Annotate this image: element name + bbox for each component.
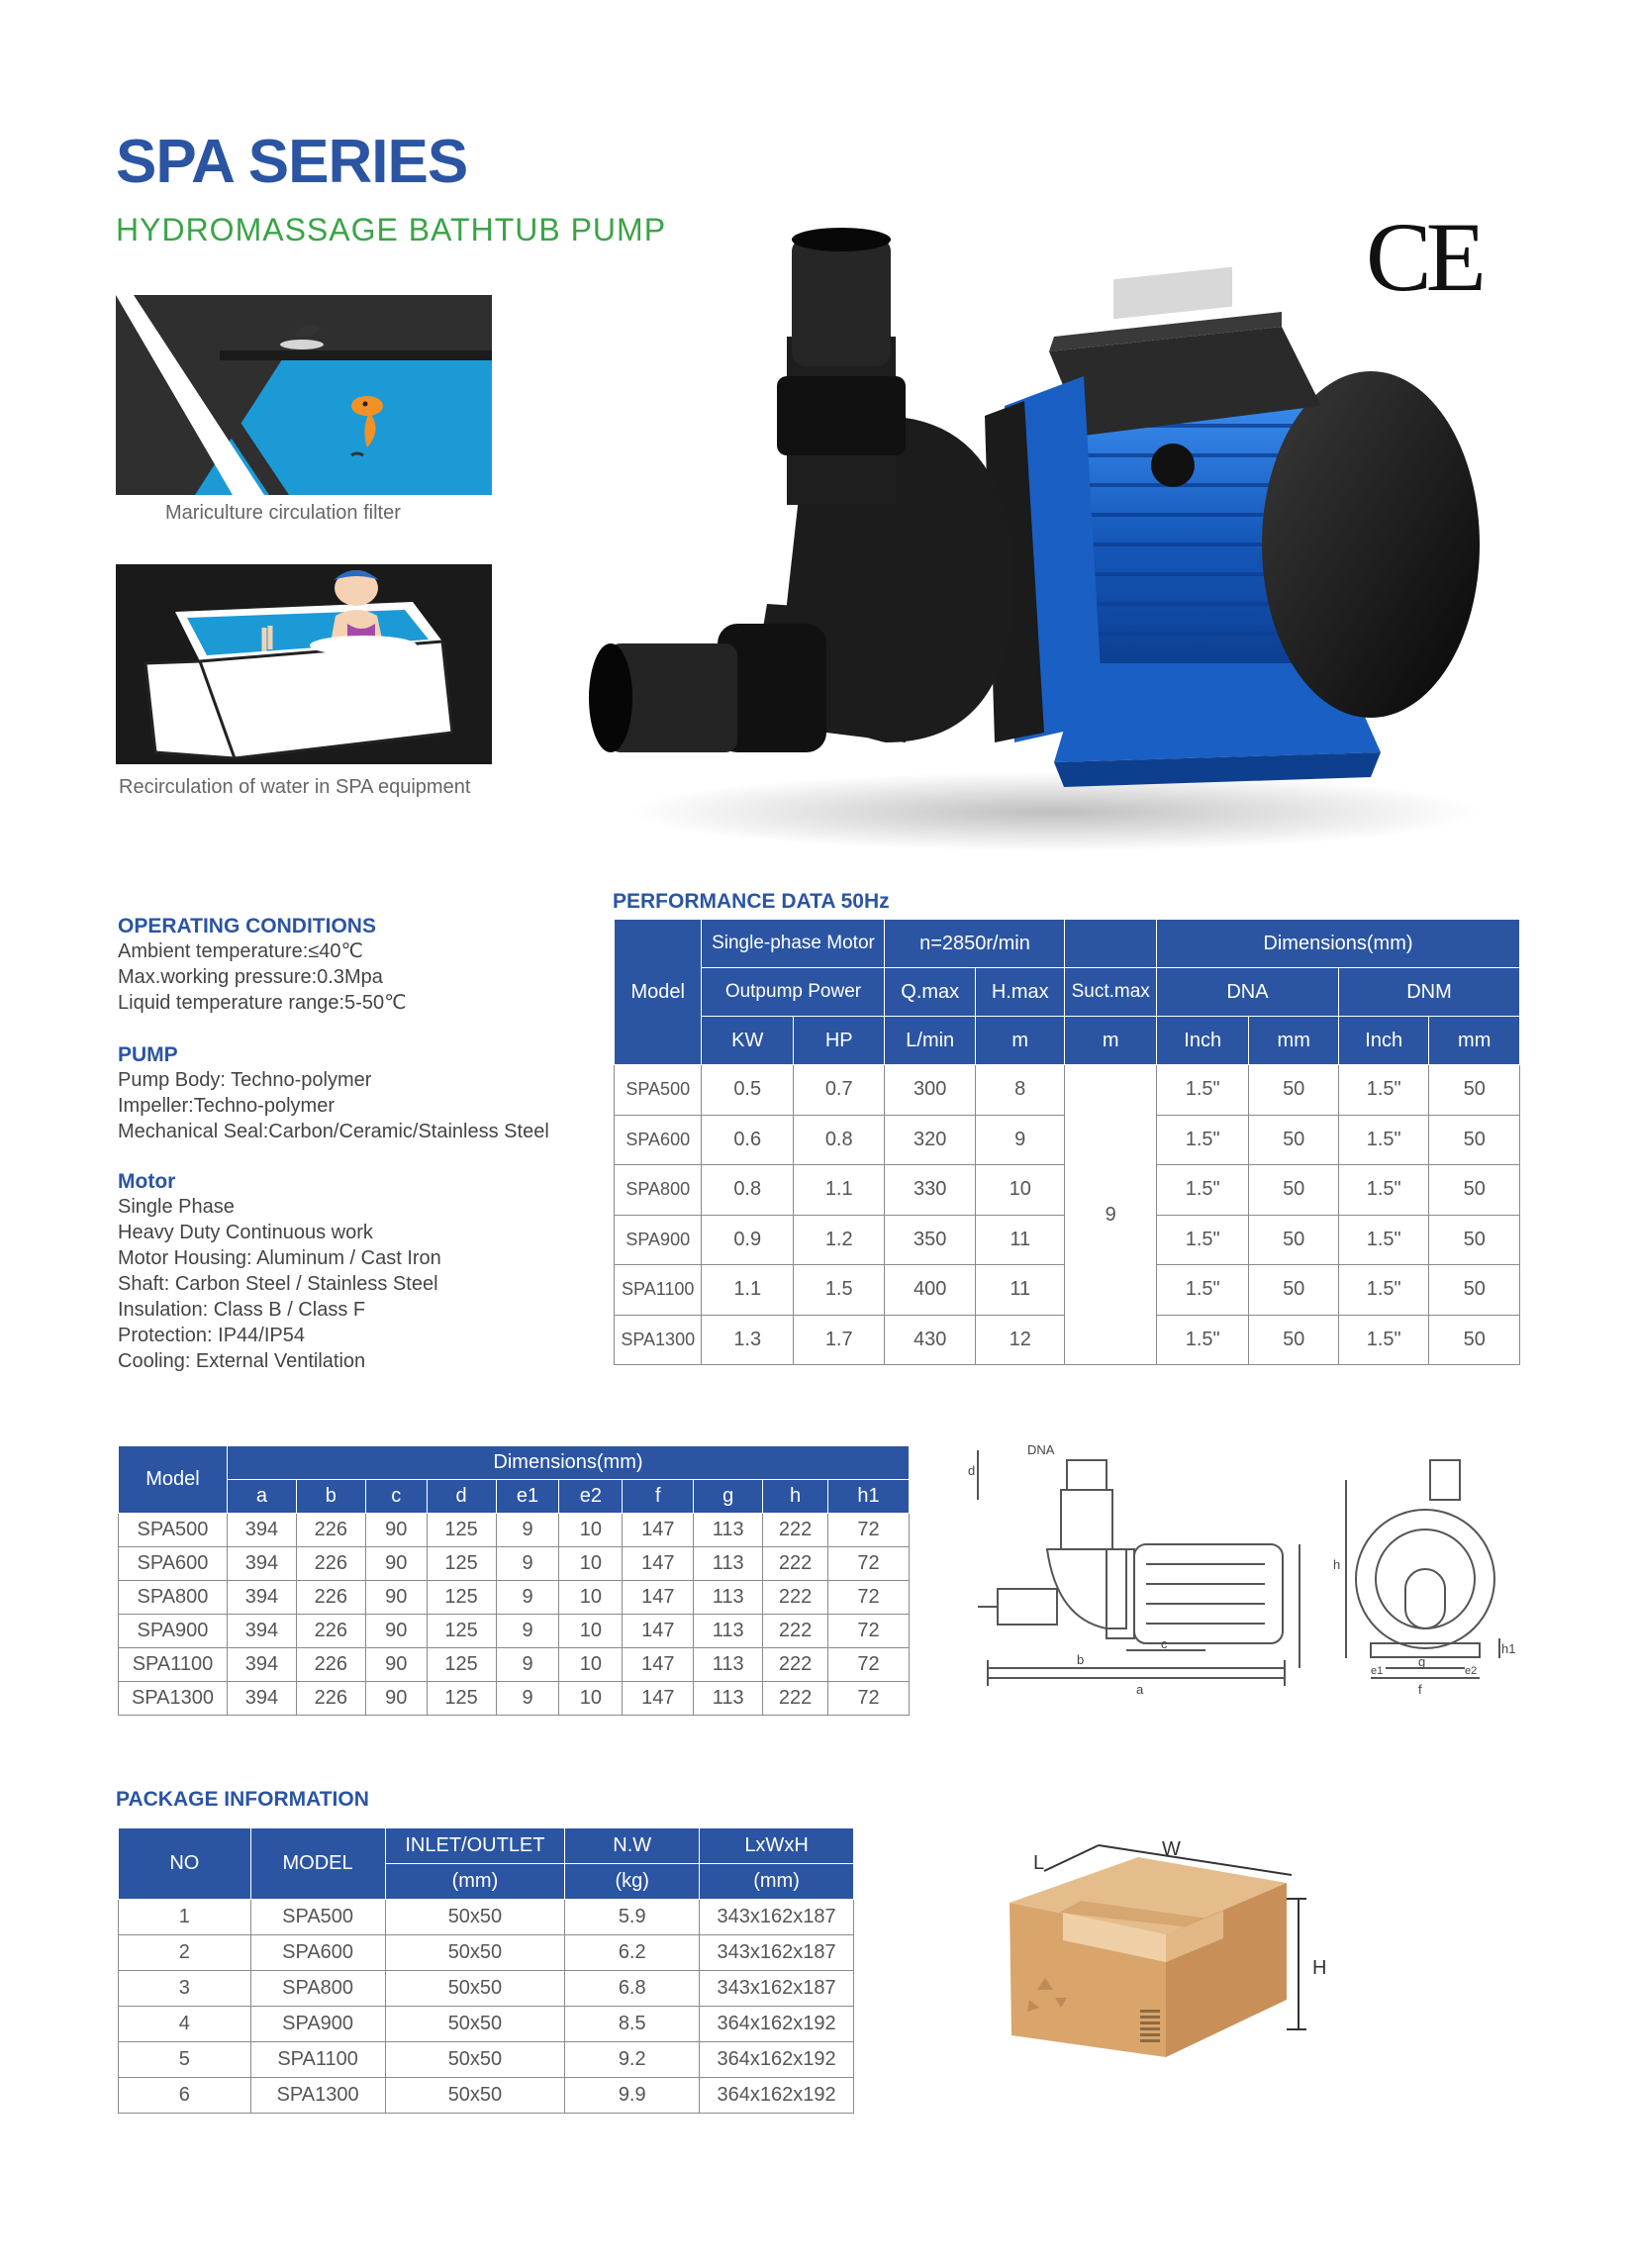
cell-model: SPA1100 <box>615 1265 702 1316</box>
cell-dna-inch: 1.5" <box>1156 1315 1249 1365</box>
col-header-m: m <box>975 1017 1064 1065</box>
table-row <box>615 1065 1520 1116</box>
cell-dnm-mm: 50 <box>1429 1065 1520 1116</box>
table-row <box>119 1900 854 1935</box>
col-header-hmax: H.max <box>975 968 1064 1017</box>
cell-model: SPA800 <box>615 1165 702 1216</box>
spec-line: Insulation: Class B / Class F <box>118 1299 366 1321</box>
cell-value: 222 <box>763 1547 828 1581</box>
col-header-motor: Single-phase Motor <box>702 920 885 968</box>
cell-model: SPA1100 <box>119 1648 228 1682</box>
cell-nw: 9.2 <box>565 2042 700 2078</box>
cell-model: SPA500 <box>615 1065 702 1116</box>
cell-value: 226 <box>296 1682 365 1716</box>
cell-hp: 1.5 <box>793 1265 885 1316</box>
cell-dna-mm: 50 <box>1249 1265 1338 1316</box>
cell-nw: 6.2 <box>565 1935 700 1971</box>
page-title: SPA SERIES <box>116 128 468 196</box>
application-caption: Recirculation of water in SPA equipment <box>119 776 471 798</box>
cell-value: 125 <box>427 1581 496 1615</box>
cell-value: 90 <box>365 1547 427 1581</box>
cell-value: 9 <box>496 1682 559 1716</box>
package-table <box>118 1827 854 2114</box>
operating-conditions-section <box>118 915 407 1016</box>
cell-value: 147 <box>623 1514 694 1547</box>
col-header-d: d <box>427 1480 496 1514</box>
cell-no: 5 <box>119 2042 251 2078</box>
cell-hp: 0.8 <box>793 1115 885 1165</box>
cell-value: 125 <box>427 1682 496 1716</box>
cell-value: 90 <box>365 1648 427 1682</box>
col-header-qmax: Q.max <box>885 968 976 1017</box>
table-row <box>119 1547 910 1581</box>
pump-heading: PUMP <box>118 1043 178 1066</box>
spec-line: Liquid temperature range:5-50℃ <box>118 992 407 1014</box>
spec-line: Ambient temperature:≤40℃ <box>118 940 363 962</box>
cell-hp: 1.7 <box>793 1315 885 1365</box>
cell-kw: 1.1 <box>702 1265 794 1316</box>
cell-value: 222 <box>763 1514 828 1547</box>
cell-hp: 1.2 <box>793 1215 885 1265</box>
col-header-b: b <box>296 1480 365 1514</box>
cell-value: 113 <box>694 1615 763 1648</box>
cell-value: 10 <box>559 1648 623 1682</box>
cell-model: SPA600 <box>250 1935 385 1971</box>
spa-bathtub-illustration <box>116 564 492 764</box>
cell-model: SPA900 <box>250 2007 385 2042</box>
cell-value: 10 <box>559 1615 623 1648</box>
pump-section <box>118 1043 549 1144</box>
cell-value: 113 <box>694 1682 763 1716</box>
cell-dna-mm: 50 <box>1249 1065 1338 1116</box>
cell-hp: 1.1 <box>793 1165 885 1216</box>
table-row <box>119 2078 854 2114</box>
col-header-lwh: LxWxH <box>700 1828 854 1864</box>
cell-hmax: 11 <box>975 1265 1064 1316</box>
col-header-dimensions: Dimensions(mm) <box>1156 920 1519 968</box>
cell-value: 394 <box>227 1514 296 1547</box>
package-box-illustration <box>990 1831 1386 2109</box>
table-row <box>119 1682 910 1716</box>
cell-kw: 0.9 <box>702 1215 794 1265</box>
spec-line: Motor Housing: Aluminum / Cast Iron <box>118 1247 441 1269</box>
cell-dnm-inch: 1.5" <box>1338 1115 1429 1165</box>
cell-model: SPA800 <box>119 1581 228 1615</box>
col-header-unit: (kg) <box>565 1864 700 1900</box>
cell-no: 3 <box>119 1971 251 2007</box>
cell-inlet-outlet: 50x50 <box>385 1900 565 1935</box>
cell-value: 72 <box>828 1581 910 1615</box>
spec-line: Pump Body: Techno-polymer <box>118 1069 372 1091</box>
cell-dnm-mm: 50 <box>1429 1165 1520 1216</box>
cell-no: 6 <box>119 2078 251 2114</box>
cell-dna-mm: 50 <box>1249 1215 1338 1265</box>
drawing-label-e1: e1 <box>1371 1665 1384 1677</box>
col-header-model: Model <box>119 1446 228 1514</box>
col-header-c: c <box>365 1480 427 1514</box>
col-header-speed: n=2850r/min <box>885 920 1065 968</box>
cell-lwh: 364x162x192 <box>700 2078 854 2114</box>
cell-dnm-mm: 50 <box>1429 1215 1520 1265</box>
cell-dna-mm: 50 <box>1249 1315 1338 1365</box>
cell-model: SPA500 <box>250 1900 385 1935</box>
col-header-m: m <box>1065 1017 1157 1065</box>
cell-lwh: 364x162x192 <box>700 2042 854 2078</box>
table-row <box>119 1615 910 1648</box>
col-header-unit: (mm) <box>385 1864 565 1900</box>
motor-heading: Motor <box>118 1170 176 1193</box>
cell-kw: 0.5 <box>702 1065 794 1116</box>
cell-value: 9 <box>496 1648 559 1682</box>
cell-value: 147 <box>623 1547 694 1581</box>
table-row <box>119 2007 854 2042</box>
cell-inlet-outlet: 50x50 <box>385 2042 565 2078</box>
cell-qmax: 330 <box>885 1165 976 1216</box>
cell-value: 9 <box>496 1581 559 1615</box>
col-header-dna: DNA <box>1156 968 1338 1017</box>
cell-no: 4 <box>119 2007 251 2042</box>
dimensions-table <box>118 1445 910 1716</box>
cell-value: 10 <box>559 1514 623 1547</box>
cell-value: 9 <box>496 1547 559 1581</box>
cell-dna-inch: 1.5" <box>1156 1215 1249 1265</box>
cell-value: 90 <box>365 1615 427 1648</box>
drawing-label-f: f <box>1418 1682 1422 1697</box>
aquarium-fish-illustration <box>116 295 492 495</box>
cell-value: 10 <box>559 1547 623 1581</box>
table-row <box>119 1581 910 1615</box>
col-header-hp: HP <box>793 1017 885 1065</box>
cell-dna-mm: 50 <box>1249 1115 1338 1165</box>
col-header-dnm: DNM <box>1338 968 1519 1017</box>
cell-qmax: 320 <box>885 1115 976 1165</box>
cell-lwh: 343x162x187 <box>700 1971 854 2007</box>
cell-value: 125 <box>427 1615 496 1648</box>
cell-no: 1 <box>119 1900 251 1935</box>
cell-hp: 0.7 <box>793 1065 885 1116</box>
cell-value: 394 <box>227 1682 296 1716</box>
cell-dnm-mm: 50 <box>1429 1265 1520 1316</box>
cell-dnm-mm: 50 <box>1429 1315 1520 1365</box>
cell-value: 226 <box>296 1514 365 1547</box>
cell-hmax: 10 <box>975 1165 1064 1216</box>
col-header-h1: h1 <box>828 1480 910 1514</box>
drawing-label-a: a <box>1136 1682 1144 1697</box>
cell-model: SPA900 <box>615 1215 702 1265</box>
cell-model: SPA800 <box>250 1971 385 2007</box>
cell-inlet-outlet: 50x50 <box>385 2007 565 2042</box>
cell-value: 394 <box>227 1547 296 1581</box>
col-header-inch: Inch <box>1156 1017 1249 1065</box>
cell-dna-inch: 1.5" <box>1156 1065 1249 1116</box>
cell-kw: 0.8 <box>702 1165 794 1216</box>
cell-hmax: 9 <box>975 1115 1064 1165</box>
cell-dnm-inch: 1.5" <box>1338 1065 1429 1116</box>
col-header-outpump-power: Outpump Power <box>702 968 885 1017</box>
col-header-f: f <box>623 1480 694 1514</box>
spec-line: Mechanical Seal:Carbon/Ceramic/Stainless Steel <box>118 1121 549 1142</box>
cell-dna-inch: 1.5" <box>1156 1265 1249 1316</box>
cell-dnm-inch: 1.5" <box>1338 1215 1429 1265</box>
col-header-g: g <box>694 1480 763 1514</box>
col-header-inlet-outlet: INLET/OUTLET <box>385 1828 565 1864</box>
cell-value: 147 <box>623 1581 694 1615</box>
operating-conditions-heading: OPERATING CONDITIONS <box>118 915 376 937</box>
table-row <box>119 1514 910 1547</box>
cell-nw: 5.9 <box>565 1900 700 1935</box>
col-header-kw: KW <box>702 1017 794 1065</box>
performance-heading: PERFORMANCE DATA 50Hz <box>613 890 890 913</box>
ce-mark: CE <box>1366 202 1481 312</box>
cell-model: SPA600 <box>615 1115 702 1165</box>
cell-value: 222 <box>763 1615 828 1648</box>
application-caption: Mariculture circulation filter <box>165 502 401 524</box>
cell-dna-inch: 1.5" <box>1156 1115 1249 1165</box>
table-row <box>119 1971 854 2007</box>
cell-lwh: 343x162x187 <box>700 1935 854 1971</box>
cell-dnm-inch: 1.5" <box>1338 1315 1429 1365</box>
box-label-l: L <box>1033 1852 1045 1874</box>
pump-front-drawing <box>1331 1440 1519 1708</box>
cell-no: 2 <box>119 1935 251 1971</box>
col-header-no: NO <box>119 1828 251 1900</box>
drawing-label-e2: e2 <box>1465 1665 1478 1677</box>
col-header-e2: e2 <box>559 1480 623 1514</box>
pump-side-drawing <box>958 1440 1314 1708</box>
cell-value: 9 <box>496 1615 559 1648</box>
cell-model: SPA1300 <box>250 2078 385 2114</box>
cell-dna-mm: 50 <box>1249 1165 1338 1216</box>
col-header-e1: e1 <box>496 1480 559 1514</box>
cell-lwh: 343x162x187 <box>700 1900 854 1935</box>
col-header-unit: (mm) <box>700 1864 854 1900</box>
cell-dna-inch: 1.5" <box>1156 1165 1249 1216</box>
drawing-label-b: b <box>1077 1652 1085 1667</box>
col-header-suctmax: Suct.max <box>1065 968 1157 1017</box>
cell-value: 72 <box>828 1615 910 1648</box>
cell-value: 10 <box>559 1682 623 1716</box>
cell-model: SPA1300 <box>119 1682 228 1716</box>
cell-value: 226 <box>296 1547 365 1581</box>
cell-qmax: 350 <box>885 1215 976 1265</box>
cell-model: SPA1100 <box>250 2042 385 2078</box>
table-row <box>119 2042 854 2078</box>
spec-line: Single Phase <box>118 1196 235 1218</box>
spec-line: Shaft: Carbon Steel / Stainless Steel <box>118 1273 438 1295</box>
col-header-mm: mm <box>1249 1017 1338 1065</box>
cell-value: 147 <box>623 1615 694 1648</box>
cell-value: 226 <box>296 1581 365 1615</box>
cell-hmax: 8 <box>975 1065 1064 1116</box>
cell-value: 113 <box>694 1547 763 1581</box>
col-header-dimensions: Dimensions(mm) <box>227 1446 909 1480</box>
table-row <box>119 1935 854 1971</box>
cell-value: 147 <box>623 1682 694 1716</box>
cell-value: 90 <box>365 1682 427 1716</box>
col-header-mm: mm <box>1429 1017 1520 1065</box>
motor-section <box>118 1170 441 1374</box>
cell-value: 90 <box>365 1514 427 1547</box>
cell-dnm-inch: 1.5" <box>1338 1165 1429 1216</box>
cell-qmax: 400 <box>885 1265 976 1316</box>
cell-value: 226 <box>296 1615 365 1648</box>
spec-line: Impeller:Techno-polymer <box>118 1095 335 1117</box>
col-header-a: a <box>227 1480 296 1514</box>
cell-dnm-inch: 1.5" <box>1338 1265 1429 1316</box>
cell-kw: 1.3 <box>702 1315 794 1365</box>
package-heading: PACKAGE INFORMATION <box>116 1788 369 1811</box>
cell-hmax: 12 <box>975 1315 1064 1365</box>
col-header-lmin: L/min <box>885 1017 976 1065</box>
page-subtitle: HYDROMASSAGE BATHTUB PUMP <box>116 212 667 247</box>
col-header-inch: Inch <box>1338 1017 1429 1065</box>
box-label-h: H <box>1312 1957 1327 1979</box>
box-label-w: W <box>1162 1838 1181 1860</box>
spec-line: Heavy Duty Continuous work <box>118 1222 373 1243</box>
cell-hmax: 11 <box>975 1215 1064 1265</box>
cell-value: 125 <box>427 1514 496 1547</box>
cell-model: SPA500 <box>119 1514 228 1547</box>
cell-qmax: 430 <box>885 1315 976 1365</box>
header-blank <box>1065 920 1157 968</box>
performance-table <box>614 919 1520 1365</box>
cell-suction: 9 <box>1065 1065 1157 1365</box>
drawing-label-d: d <box>968 1463 976 1478</box>
cell-value: 222 <box>763 1581 828 1615</box>
table-row <box>119 1648 910 1682</box>
pump-product-image <box>589 228 1509 861</box>
cell-nw: 9.9 <box>565 2078 700 2114</box>
cell-value: 113 <box>694 1648 763 1682</box>
cell-qmax: 300 <box>885 1065 976 1116</box>
drawing-label-h: h <box>1333 1557 1341 1572</box>
cell-inlet-outlet: 50x50 <box>385 1971 565 2007</box>
cell-inlet-outlet: 50x50 <box>385 1935 565 1971</box>
cell-value: 226 <box>296 1648 365 1682</box>
spec-line: Cooling: External Ventilation <box>118 1350 366 1372</box>
cell-value: 72 <box>828 1547 910 1581</box>
cell-value: 394 <box>227 1648 296 1682</box>
cell-value: 72 <box>828 1648 910 1682</box>
col-header-model: Model <box>615 920 702 1065</box>
cell-value: 394 <box>227 1581 296 1615</box>
cell-model: SPA1300 <box>615 1315 702 1365</box>
cell-value: 113 <box>694 1581 763 1615</box>
cell-value: 147 <box>623 1648 694 1682</box>
cell-nw: 6.8 <box>565 1971 700 2007</box>
col-header-nw: N.W <box>565 1828 700 1864</box>
col-header-h: h <box>763 1480 828 1514</box>
spec-line: Protection: IP44/IP54 <box>118 1325 306 1346</box>
cell-value: 9 <box>496 1514 559 1547</box>
cell-lwh: 364x162x192 <box>700 2007 854 2042</box>
cell-dnm-mm: 50 <box>1429 1115 1520 1165</box>
cell-value: 222 <box>763 1648 828 1682</box>
cell-value: 222 <box>763 1682 828 1716</box>
cell-value: 72 <box>828 1682 910 1716</box>
cell-value: 125 <box>427 1648 496 1682</box>
col-header-model: MODEL <box>250 1828 385 1900</box>
drawing-label-h1: h1 <box>1501 1641 1516 1656</box>
drawing-label-g: g <box>1418 1654 1426 1669</box>
cell-value: 72 <box>828 1514 910 1547</box>
cell-value: 113 <box>694 1514 763 1547</box>
cell-model: SPA900 <box>119 1615 228 1648</box>
drawing-label-dna: DNA <box>1027 1442 1055 1457</box>
drawing-label-c: c <box>1161 1636 1168 1651</box>
cell-value: 394 <box>227 1615 296 1648</box>
cell-kw: 0.6 <box>702 1115 794 1165</box>
cell-inlet-outlet: 50x50 <box>385 2078 565 2114</box>
cell-model: SPA600 <box>119 1547 228 1581</box>
cell-nw: 8.5 <box>565 2007 700 2042</box>
spec-line: Max.working pressure:0.3Mpa <box>118 966 383 988</box>
cell-value: 10 <box>559 1581 623 1615</box>
cell-value: 90 <box>365 1581 427 1615</box>
cell-value: 125 <box>427 1547 496 1581</box>
